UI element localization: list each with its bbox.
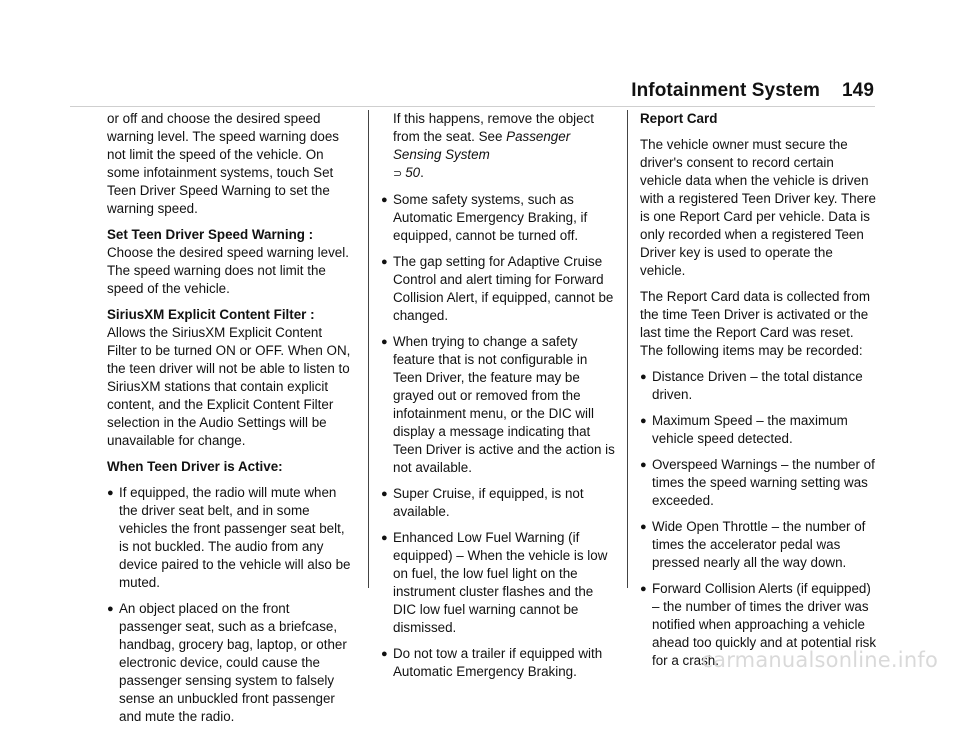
list-item xyxy=(381,191,615,245)
run-in-heading: SiriusXM Explicit Content Filter : xyxy=(107,307,315,322)
list-item-text: If equipped, the radio will mute when the driver seat belt, and in some vehicles the front passenger seat belt, is not buckled. The audio from any device paired to the vehicle will also be muted. xyxy=(119,485,351,590)
paragraph-text: Choose the desired speed warning level. The speed warning does not limit the speed of the vehicle. xyxy=(107,245,349,296)
list-item xyxy=(640,456,878,510)
cross-reference[interactable]: Passenger Sensing System xyxy=(393,129,571,162)
run-in-heading: Set Teen Driver Speed Warning : xyxy=(107,227,314,242)
watermark: carmanualsonline.info xyxy=(701,648,938,672)
column-divider-1 xyxy=(368,110,369,588)
paragraph xyxy=(107,306,355,450)
paragraph xyxy=(107,226,355,298)
bullet-icon: ● xyxy=(381,488,388,500)
header-rule xyxy=(70,106,875,107)
list-item-text: Distance Driven – the total distance driven. xyxy=(652,369,863,402)
list-item-text: Do not tow a trailer if equipped with Automatic Emergency Braking. xyxy=(393,646,603,679)
bullet-icon: ● xyxy=(640,415,647,427)
bullet-icon: ● xyxy=(640,521,647,533)
page-header xyxy=(631,80,874,102)
paragraph-text: Allows the SiriusXM Explicit Content Filter to be turned ON or OFF. When ON, the teen driver will not be able to listen to SiriusXM stations that contain explicit content, and the Explicit Content Filter selection in the Audio Settings will be unavailable for change. xyxy=(107,325,351,448)
bullet-icon: ● xyxy=(640,459,647,471)
list-item xyxy=(107,600,355,726)
list-item-text: An object placed on the front passenger seat, such as a briefcase, handbag, grocery bag, laptop, or other electronic device, could cause the passenger sensing system to falsely sense an unbuckled front passenger and mute the radio. xyxy=(119,601,347,724)
column-1 xyxy=(107,110,355,734)
list-item-text: Forward Collision Alerts (if equipped) – the number of times the driver was notified when approaching a vehicle ahead too quickly and at potential risk for a crash. xyxy=(652,581,877,668)
page-number: 149 xyxy=(841,80,874,101)
list-item-text: Maximum Speed – the maximum vehicle speed detected. xyxy=(652,413,848,446)
list-item xyxy=(640,368,878,404)
column-3 xyxy=(640,110,878,678)
bullet-list xyxy=(107,484,355,726)
column-2 xyxy=(381,110,615,689)
list-item xyxy=(381,529,615,637)
list-item xyxy=(640,518,878,572)
list-item-text: Some safety systems, such as Automatic Emergency Braking, if equipped, cannot be turned off. xyxy=(393,192,588,243)
bullet-list xyxy=(640,368,878,670)
bullet-icon: ● xyxy=(381,194,388,206)
list-item-text: Overspeed Warnings – the number of times the speed warning setting was exceeded. xyxy=(652,457,875,508)
list-item-text: Super Cruise, if equipped, is not available. xyxy=(393,486,584,519)
cross-reference-page[interactable]: 50 xyxy=(405,165,421,180)
bullet-icon: ● xyxy=(640,371,647,383)
page-ref-icon: ⊃ xyxy=(393,168,403,180)
bullet-icon: ● xyxy=(381,336,388,348)
bullet-icon: ● xyxy=(640,583,647,595)
bullet-icon: ● xyxy=(381,532,388,544)
subheading: When Teen Driver is Active: xyxy=(107,459,283,474)
paragraph: The vehicle owner must secure the driver's consent to record certain vehicle data when the vehicle is driven with a registered Teen Driver key. There is one Report Card per vehicle. Data is only recorded when a registered Teen Driver key is used to operate the vehicle. xyxy=(640,137,876,278)
list-item xyxy=(381,333,615,477)
list-item-text: The gap setting for Adaptive Cruise Control and alert timing for Forward Collision Alert, if equipped, cannot be changed. xyxy=(393,254,614,323)
list-item-text: Enhanced Low Fuel Warning (if equipped) – When the vehicle is low on fuel, the low fuel light on the instrument cluster flashes and the DIC low fuel warning cannot be dismissed. xyxy=(393,530,608,635)
paragraph: or off and choose the desired speed warning level. The speed warning does not limit the speed of the vehicle. On some infotainment systems, touch Set Teen Driver Speed Warning to set the warning speed. xyxy=(107,111,340,216)
subheading: Report Card xyxy=(640,111,718,126)
bullet-icon: ● xyxy=(107,487,114,499)
bullet-list xyxy=(381,191,615,681)
section-title: Infotainment System xyxy=(631,80,820,101)
list-item-text: Wide Open Throttle – the number of times the accelerator pedal was pressed nearly all the way down. xyxy=(652,519,866,570)
continued-paragraph: If this happens, remove the object from the seat. See Passenger Sensing System ⊃ 50. xyxy=(393,111,594,180)
paragraph: The Report Card data is collected from the time Teen Driver is activated or the last time the Report Card was reset. The following items may be recorded: xyxy=(640,289,870,358)
list-item xyxy=(107,484,355,592)
paragraph-text: If this happens, remove the object from the seat. See xyxy=(393,111,594,144)
list-item-text: When trying to change a safety feature that is not configurable in Teen Driver, the feature may be grayed out or removed from the infotainment menu, or the DIC will display a message indicating that Teen Driver is active and the action is not available. xyxy=(393,334,615,475)
column-divider-2 xyxy=(627,110,628,588)
bullet-icon: ● xyxy=(381,648,388,660)
list-item xyxy=(381,645,615,681)
list-item xyxy=(381,485,615,521)
bullet-icon: ● xyxy=(381,256,388,268)
bullet-icon: ● xyxy=(107,603,114,615)
list-item xyxy=(640,412,878,448)
list-item xyxy=(381,253,615,325)
